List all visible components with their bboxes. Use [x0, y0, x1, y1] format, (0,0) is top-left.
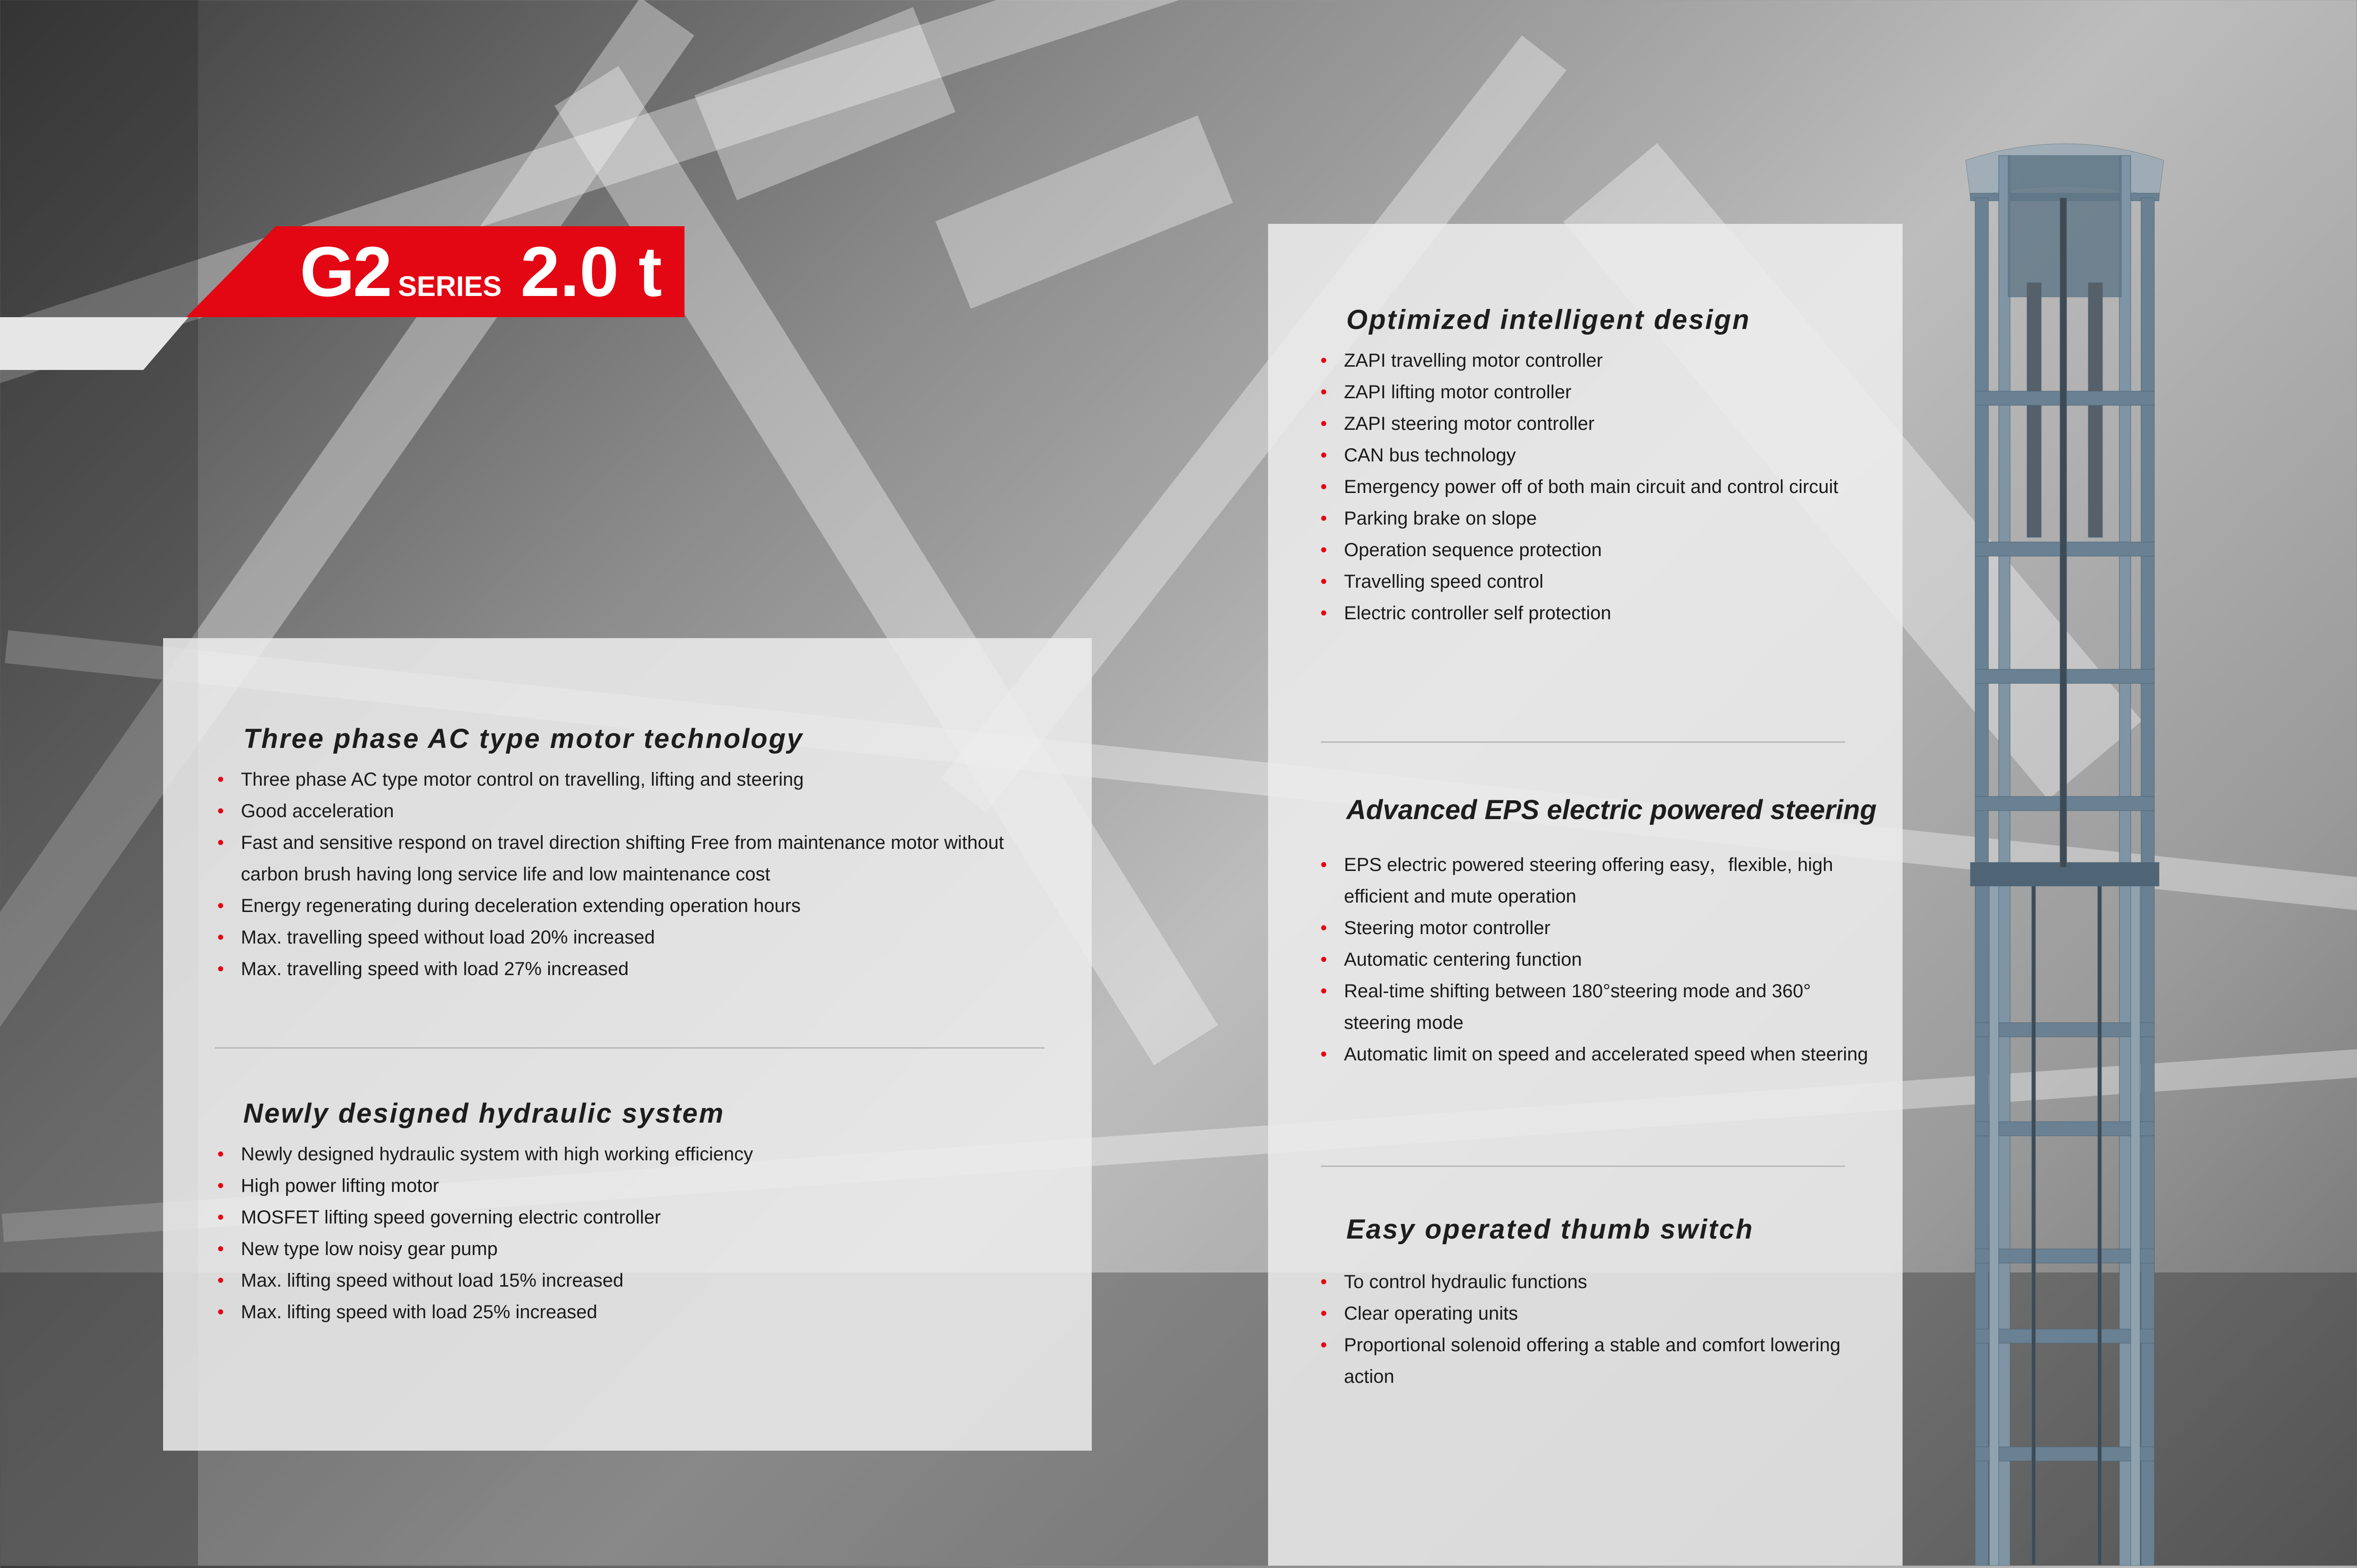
banner-grey-strip: [0, 317, 189, 370]
list-item: • Real-time shifting between 180°steering mode and 360° steering mode: [1320, 976, 1870, 1039]
list-item: • Three phase AC type motor control on travelling, lifting and steering: [217, 764, 1054, 796]
list-item: • Newly designed hydraulic system with high working efficiency: [217, 1139, 1054, 1170]
list-item: • Energy regenerating during deceleration extending operation hours: [217, 890, 1054, 922]
feature-list: [1320, 849, 1870, 1070]
list-item: • Travelling speed control: [1320, 566, 1860, 598]
list-item: • Max. travelling speed without load 20% increased: [217, 922, 1054, 953]
list-item: • Max. lifting speed with load 25% increased: [217, 1297, 1054, 1328]
list-item: • To control hydraulic functions: [1320, 1266, 1860, 1298]
list-item: • Steering motor controller: [1320, 912, 1870, 944]
banner-capacity: 2.0 t: [520, 232, 662, 311]
forklift-mast-icon: [1956, 127, 2173, 1566]
list-item: • CAN bus technology: [1320, 440, 1860, 471]
list-item: • Electric controller self protection: [1320, 598, 1860, 629]
section-title: Three phase AC type motor technology: [243, 723, 804, 754]
section-divider: [215, 1047, 1045, 1049]
list-item: • High power lifting motor: [217, 1170, 1054, 1202]
section-hydraulic: [243, 1098, 1054, 1328]
list-item: • ZAPI travelling motor controller: [1320, 345, 1860, 377]
banner-title: [300, 231, 662, 312]
series-banner: [0, 226, 684, 370]
list-item: • New type low noisy gear pump: [217, 1233, 1054, 1265]
list-item: • MOSFET lifting speed governing electric controller: [217, 1202, 1054, 1233]
list-item: • Proportional solenoid offering a stable and comfort lowering action: [1320, 1330, 1860, 1393]
feature-list: [1320, 1266, 1860, 1393]
list-item: • Max. lifting speed without load 15% increased: [217, 1265, 1054, 1297]
feature-list: [1320, 345, 1860, 629]
list-item: • Clear operating units: [1320, 1298, 1860, 1330]
banner-model: G2: [300, 232, 391, 311]
list-item: • ZAPI lifting motor controller: [1320, 377, 1860, 408]
section-title: Optimized intelligent design: [1346, 304, 1751, 335]
list-item: • EPS electric powered steering offering easy，flexible, high efficient and mute operation: [1320, 849, 1870, 912]
feature-list: [217, 1139, 1054, 1328]
list-item: • Automatic centering function: [1320, 944, 1870, 976]
list-item: • ZAPI steering motor controller: [1320, 408, 1860, 440]
list-item: • Emergency power off of both main circuit and control circuit: [1320, 471, 1860, 503]
list-item: • Parking brake on slope: [1320, 503, 1860, 534]
list-item: • Automatic limit on speed and accelerated speed when steering: [1320, 1039, 1870, 1070]
section-ac-motor: [243, 723, 1054, 985]
section-divider: [1321, 1166, 1845, 1167]
section-title: Advanced EPS electric powered steering: [1346, 795, 1877, 825]
section-intelligent-design: [1346, 304, 1860, 629]
right-feature-panel: [1268, 224, 1903, 1566]
section-title: Newly designed hydraulic system: [243, 1098, 725, 1129]
list-item: • Fast and sensitive respond on travel direction shifting Free from maintenance motor without carbon brush having long service life and low maintenance cost: [217, 827, 1054, 890]
list-item: • Max. travelling speed with load 27% increased: [217, 953, 1054, 985]
feature-list: [217, 764, 1054, 985]
section-eps-steering: [1344, 794, 1877, 1070]
section-divider: [1321, 741, 1845, 743]
banner-series: SERIES: [398, 271, 502, 302]
list-item: • Operation sequence protection: [1320, 534, 1860, 566]
section-thumb-switch: [1346, 1214, 1860, 1393]
left-feature-panel: [163, 638, 1092, 1451]
section-title: Easy operated thumb switch: [1346, 1214, 1754, 1245]
list-item: • Good acceleration: [217, 796, 1054, 827]
